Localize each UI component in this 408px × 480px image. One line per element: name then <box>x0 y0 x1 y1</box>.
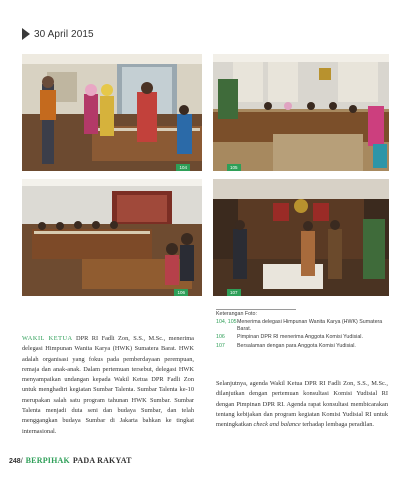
caption-text: Pimpinan DPR RI menerima Anggota Komisi Yudisial. <box>237 334 363 341</box>
article-body-right-end: terhadap lembaga peradilan. <box>300 421 375 429</box>
footer-brand-primary: BERPIHAK <box>25 456 70 465</box>
date-text: 30 April 2015 <box>34 28 94 40</box>
photo-tag: 105 <box>227 164 241 171</box>
footer-brand-secondary: PADA RAKYAT <box>72 456 132 465</box>
photo-ky-meeting <box>22 179 202 296</box>
article-body-left: DPR RI Fadli Zon, S.S., M.Sc., menerima delegasi Himpunan Wanita Karya (HWK) Sumatera Barat. HWK adalah organisasi yang fokus pada pemberdayaan perempuan, remaja dan anak-anak. Dalam pertemuan tersebut, delegasi HWK menyampaikan undangan kepada Wakil Ketua DPR Fadli Zon untuk menghadiri kegiatan Sumbar Talenta. Sumbar Talenta ke-10 merupakan salah satu program tahunan HWK Sumbar. Sumbar Talenta menjadi duta seni dan budaya Sumbar, dan telah menggangkan budaya Sumbar di Jakarta bahkan ke tingkat internasional. <box>22 335 194 435</box>
photo-hwk-meeting-room <box>213 54 389 171</box>
page-number: 248 <box>9 458 21 465</box>
caption-item <box>216 319 388 333</box>
article-column-left <box>22 334 194 437</box>
photo-captions <box>216 311 388 351</box>
page-separator: / <box>20 458 23 465</box>
photo-tag: 104 <box>176 164 190 171</box>
photo-tag: 107 <box>227 289 241 296</box>
caption-divider <box>216 309 296 310</box>
caption-number: 107 <box>216 342 225 349</box>
caption-item <box>216 343 388 350</box>
article-emphasis: check and balance <box>253 421 301 429</box>
caption-title: Keterangan Foto: <box>216 311 257 317</box>
caption-number: 104, 105 <box>216 319 237 325</box>
page-date <box>22 27 94 41</box>
article-body-right: Selanjutnya, agenda Wakil Ketua DPR RI Fadli Zon, S.S., M.Sc., dilanjutkan dengan pertemuan konsultasi Komisi Yudisial RI dengan Pimpinan DPR RI. Agenda rapat konsultasi membicarakan tentang kebijakan dan program kegiatan Komisi Yudisial RI untuk meningkatkan <box>216 380 388 429</box>
photo-hwk-handshake <box>22 54 202 171</box>
article-lead: WAKIL KETUA <box>22 335 73 342</box>
photo-tag: 106 <box>174 289 188 296</box>
caption-text: Menerima delegasi Himpunan Wanita Karya (HWK) Sumatera Barat. <box>237 319 383 333</box>
page-footer <box>9 456 132 465</box>
caption-item <box>216 334 388 341</box>
article-column-right <box>216 379 388 430</box>
triangle-arrow-icon <box>22 28 30 40</box>
photo-ky-handshake <box>213 179 389 296</box>
caption-number: 106 <box>216 334 225 341</box>
caption-text: Bersalaman dengan para Anggota Komisi Yudisial. <box>237 342 356 349</box>
